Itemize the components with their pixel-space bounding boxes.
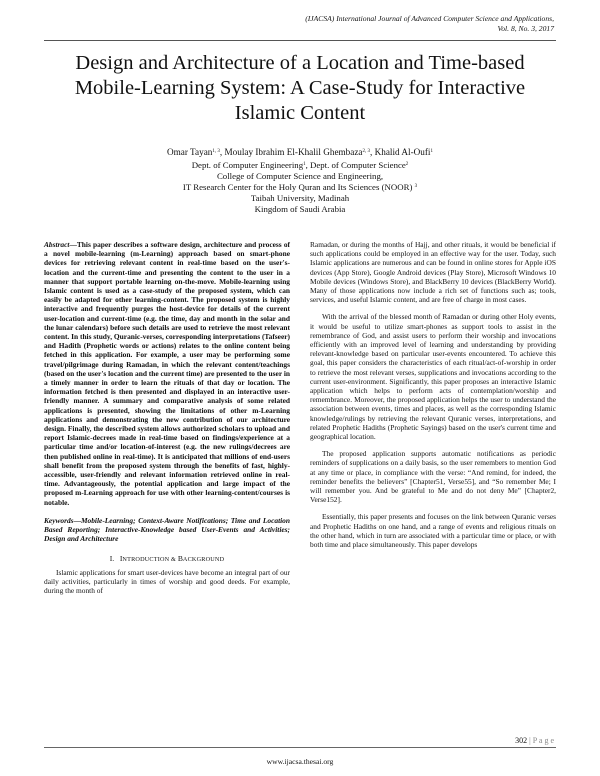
author-block <box>60 147 540 215</box>
volume-info: Vol. 8, No. 3, 2017 <box>497 24 554 33</box>
affiliation-country: Kingdom of Saudi Arabia <box>254 204 346 214</box>
author-name: Moulay Ibrahim El-Khalil Ghembaza <box>224 147 363 157</box>
keywords <box>44 516 290 544</box>
right-column <box>310 240 556 557</box>
running-header <box>194 14 554 34</box>
keywords-label: Keywords <box>44 515 74 525</box>
left-column <box>44 240 290 595</box>
body-paragraph: The proposed application supports automatic notifications as periodic reminders of supplications on a daily basis, so the user remembers to mention God at any time or place, in compliance with the verse: “And remind, for indeed, the reminder benefits the believers” [Chapter51, Verse55], and “So remember Me; I will remember you. And be grateful to Me and do not deny Me” [Chapter2, Verse152]. <box>310 449 556 505</box>
body-paragraph: Ramadan, or during the months of Hajj, and other rituals, it would be beneficial if such applications could be employed in an effective way for the user. Today, such Islamic applications are numerous and can be found in online stores for Apple iOS devices (App Store), Google Android devices (Play Store), Microsoft Windows 10 Mobile devices (Windows Store), and BlackBerry 10 devices (BlackBerry World). Many of those applications now include a rich set of functions such as; tools, services, and useful Islamic content, and are free of charge in most cases. <box>310 240 556 305</box>
keywords-text: —Mobile-Learning; Context-Aware Notifications; Time and Location Based Reporting; Interactive-Knowledge based User-Events and Activities; Design and Architecture <box>44 515 290 544</box>
page-number: 302 | P a g e <box>515 736 554 745</box>
footer-divider <box>44 747 556 748</box>
affiliation-departments: Dept. of Computer Engineering$^1$, Dept. of Computer Science$^2$ <box>191 160 409 170</box>
paper-title: Design and Architecture of a Location and Time-based Mobile-Learning System: A Case-Study for Interactive Islamic Content <box>74 52 526 124</box>
body-paragraph: Essentially, this paper presents and focuses on the link between Quranic verses and Prophetic Hadiths on one hand, and a range of events and religious rituals on the other hand, which in turn are associated with a particular time or place, or with both time and place simultaneously. This paper develops <box>310 512 556 550</box>
header-divider <box>44 40 556 41</box>
affiliation-center: IT Research Center for the Holy Quran and Its Sciences (NOOR) $^3$ <box>182 182 418 192</box>
author-name: Omar Tayan <box>167 147 213 157</box>
section-heading: I. INTRODUCTION & BACKGROUND <box>109 553 225 563</box>
journal-name: (IJACSA) International Journal of Advanced Computer Science and Applications, <box>305 14 554 23</box>
abstract-text: —This paper describes a software design, architecture and process of a novel mobile-learning (m-Learning) approach based on smart-phone devices for retrieving relevant content in real-time based on the user's-location and the current-time and presenting the content to the user in a manner that support portable learning on-the-move. Mobile-learning using Islamic content is used as a case-study of the proposed system, which can easily be adapted for other learning-content. The proposed system is highly interactive and frequently purges the host-device for details of the current user-location and current-time (e.g. the time, day and month in the solar and the lunar calendars) before such details are used to retrieve the most relevant content. In this study, Quranic-verses, corresponding interpretations (Tafseer) and Hadith (Prophetic words or actions) relates to the online content being fetched in this application. For example, a user may be performing some travel/pilgrimage during Ramadan, in which the relevant content/teachings (based on the user's location and the current time) are presented to the user in a timely manner in order to learn the rituals of that day or location. The information fetched is then presented and displayed in an interactive user-friendly manner. A summary and comparative analysis of some related applications is presented, showing the limitations of other m-Learning applications and demonstrating the new contribution of our architecture design. Finally, the described system allows authorized scholars to upload and report Islamic-decrees made in real-time based on findings/experience at a particular time and/or location-of-interest (e.g. the new rulings/decrees are then published online in real-time). It is anticipated that millions of end-users shall benefit from the proposed system through the benefits of fast, highly-accessible, user-friendly and relevant information retrieved online in real-time. Advantageously, the potential application and large impact of the proposed m-Learning approach for use with other learning-content/courses is notable. <box>44 240 290 507</box>
footer-url: www.ijacsa.thesai.org <box>266 757 334 766</box>
abstract-label: Abstract <box>44 240 70 249</box>
body-paragraph: With the arrival of the blessed month of Ramadan or during other Holy events, it would be useful to utilize smart-phones as support tools to assist in the remembrance of God, and assist users to perform their worship and invocations efficiently with an improved level of learning and understanding by providing relevant-knowledge based on particular user-events encountered. To achieve this goal, this paper considers the characteristics of each ritual/act-of-worship in order to retrieve the most relevant verses, supplications and invocations according to the current user-environment. Significantly, this paper proposes an interactive Islamic application which helps to perform acts of contemplation/worship and remembrance. Moreover, the proposed application helps the user to understand the association between events, times and places, as well as the corresponding Islamic knowledge/rulings by retrieving the relevant Quranic verses, interpretations, and related Prophetic Hadiths (Prophetic Sayings) based on the user's current time and geographical location. <box>310 312 556 442</box>
author-names: Omar Tayan$^{1, 3}$, Moulay Ibrahim El-Khalil Ghembaza$^{2, 3}$, Khalid Al-Oufi$^1$ <box>167 147 433 157</box>
author-name: Khalid Al-Oufi <box>374 147 431 157</box>
abstract <box>44 240 290 507</box>
affiliation-university: Taibah University, Madinah <box>250 193 350 203</box>
intro-paragraph: Islamic applications for smart user-devices have become an integral part of our daily activities, particularly in times of worship and good deeds. For example, during the month of <box>44 567 290 596</box>
affiliation-college: College of Computer Science and Engineering, <box>216 171 384 181</box>
